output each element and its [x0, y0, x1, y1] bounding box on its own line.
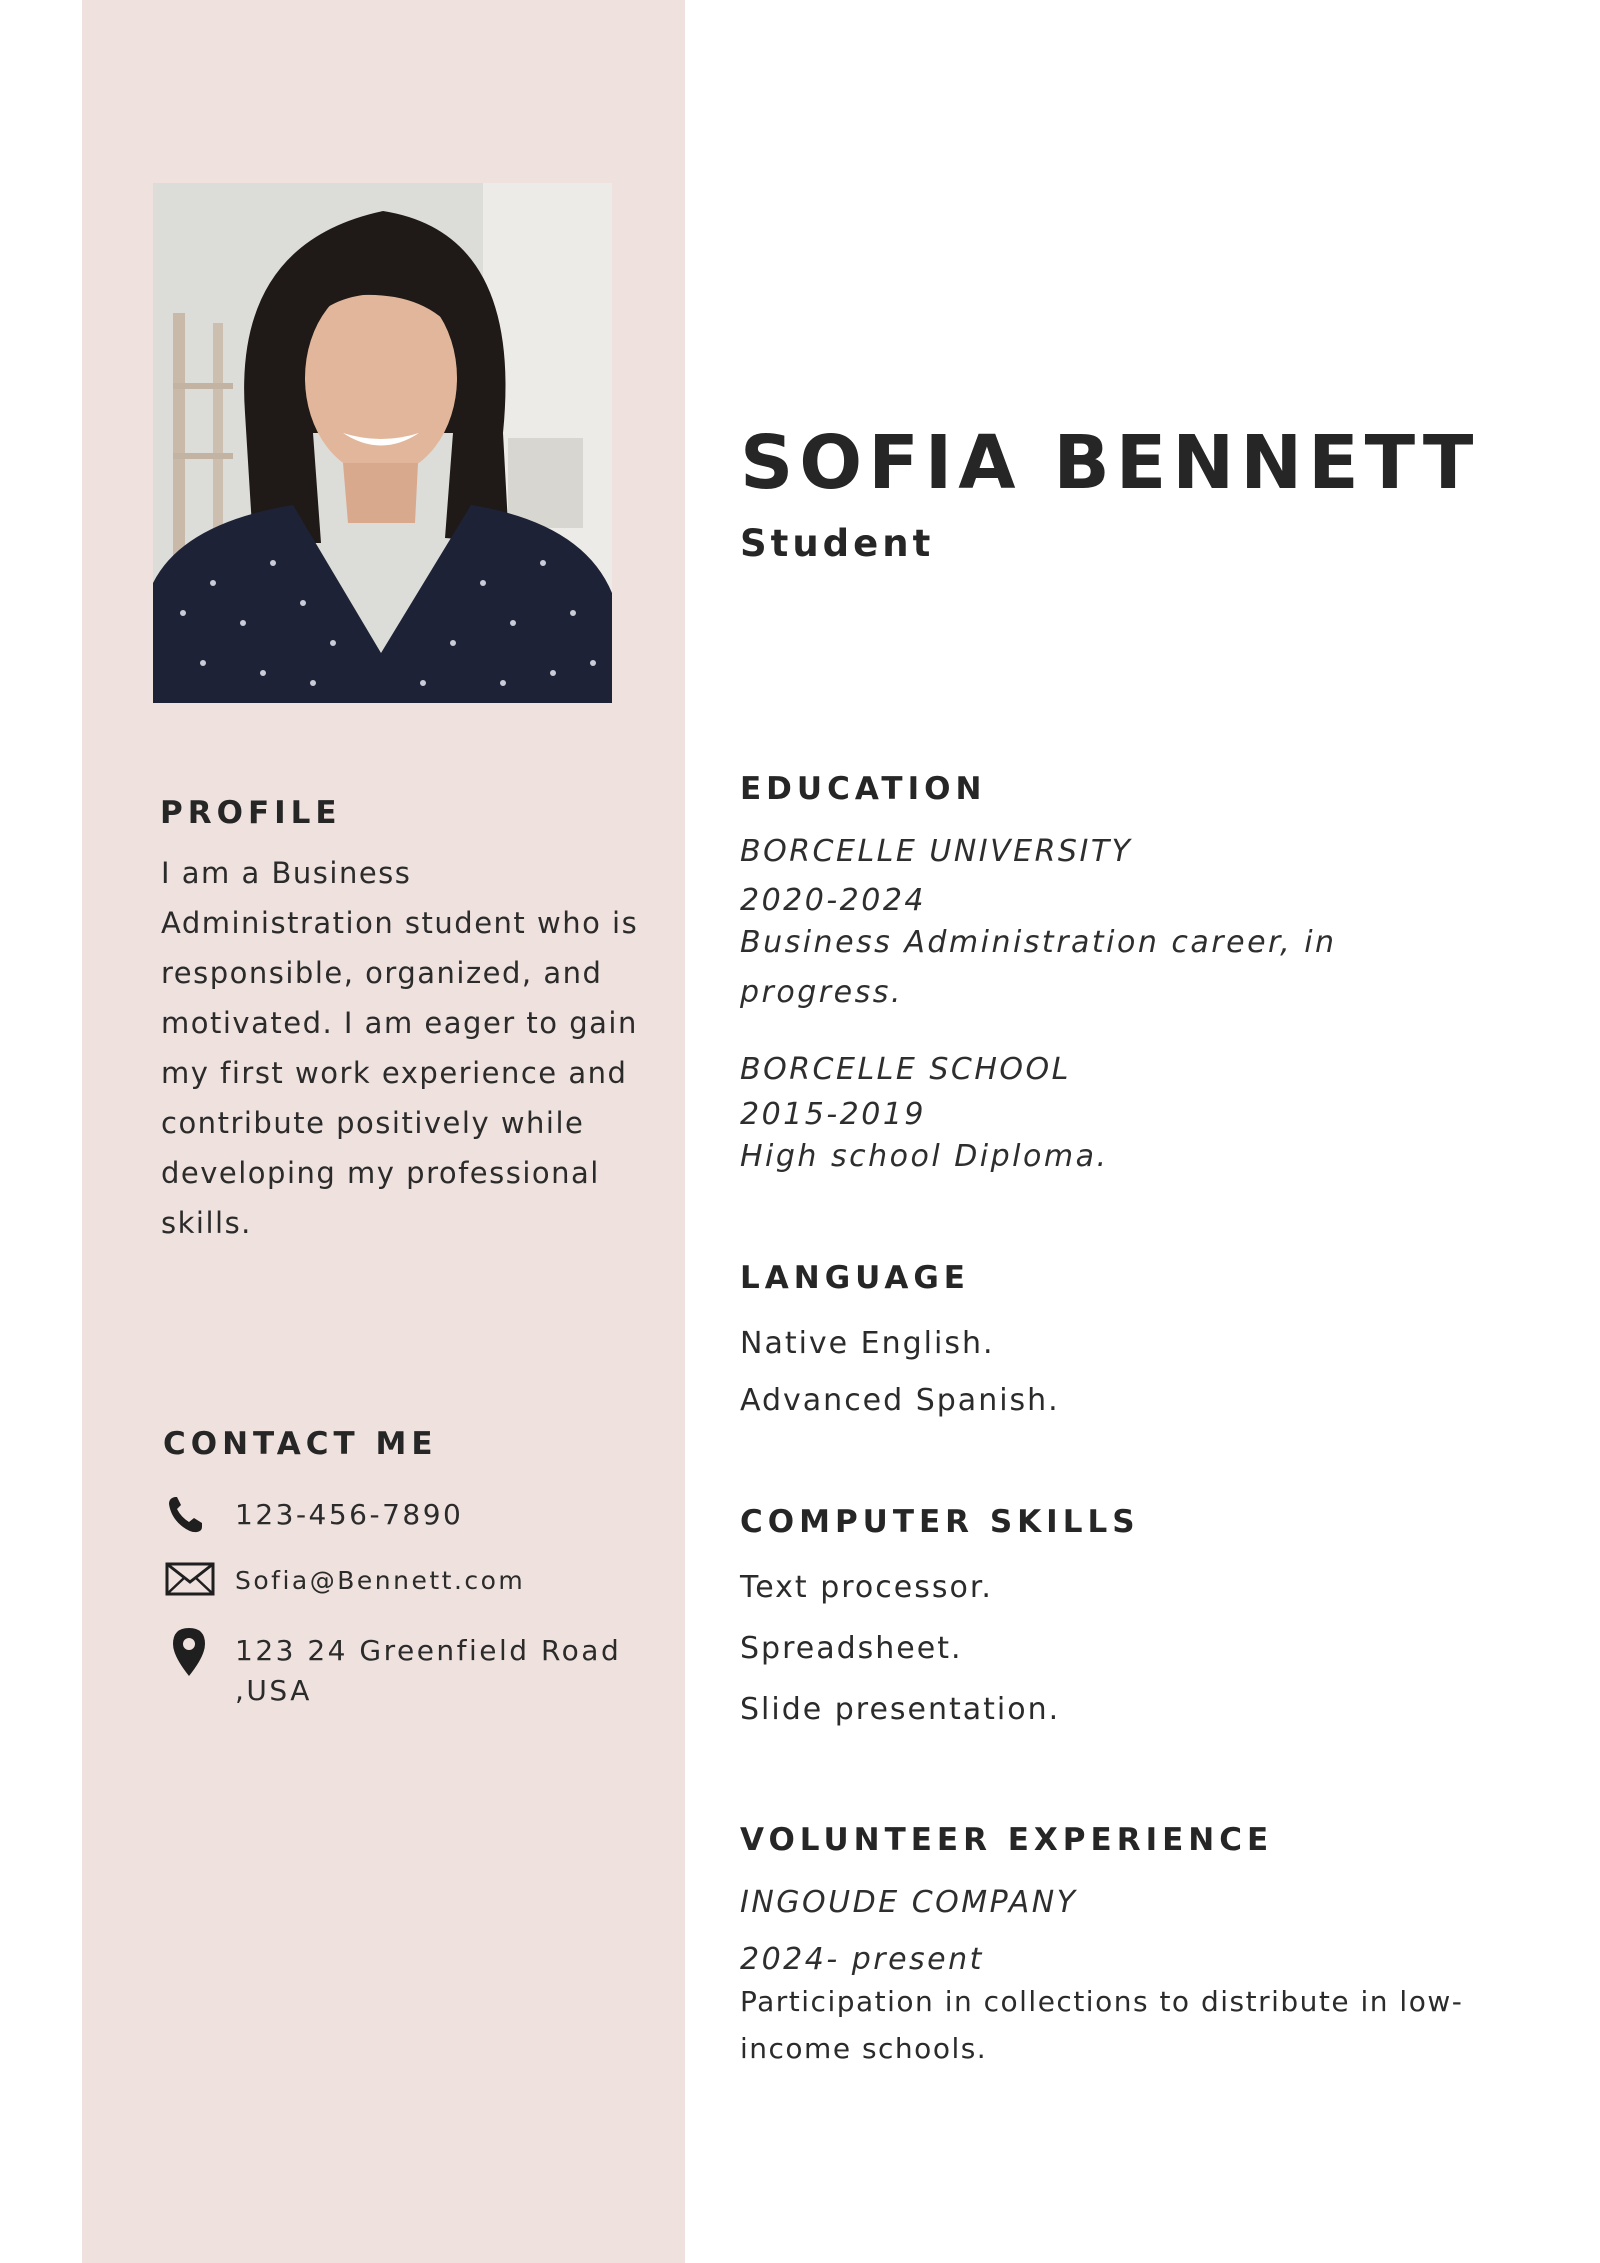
- contact-heading: CONTACT ME: [163, 1426, 438, 1462]
- profile-line: Administration student who is: [161, 906, 639, 940]
- mail-icon: [165, 1562, 215, 1596]
- education-years: 2020-2024: [740, 883, 927, 918]
- profile-line: developing my professional: [161, 1156, 600, 1190]
- volunteer-heading: VOLUNTEER EXPERIENCE: [740, 1822, 1274, 1858]
- education-school: BORCELLE UNIVERSITY: [740, 834, 1133, 869]
- contact-phone: [165, 1494, 635, 1536]
- education-desc: Business Administration career, in: [740, 925, 1337, 960]
- profile-line: my first work experience and: [161, 1056, 628, 1090]
- skill-item: Slide presentation.: [740, 1692, 1061, 1727]
- volunteer-period: 2024- present: [740, 1942, 984, 1977]
- contact-email: [165, 1562, 635, 1598]
- profile-line: responsible, organized, and: [161, 956, 603, 990]
- full-name: SOFIA BENNETT: [740, 420, 1480, 506]
- location-pin-icon: [169, 1626, 209, 1678]
- education-desc: progress.: [740, 975, 903, 1010]
- education-years: 2015-2019: [740, 1097, 927, 1132]
- language-item: Advanced Spanish.: [740, 1383, 1060, 1418]
- phone-text: 123-456-7890: [235, 1498, 464, 1531]
- email-text: Sofia@Bennett.com: [235, 1566, 526, 1595]
- profile-line: contribute positively while: [161, 1106, 585, 1140]
- profile-line: I am a Business: [161, 856, 412, 890]
- profile-photo: [153, 183, 612, 703]
- address-line2: ,USA: [235, 1674, 312, 1707]
- computer-skills-heading: COMPUTER SKILLS: [740, 1504, 1140, 1540]
- language-item: Native English.: [740, 1326, 995, 1361]
- profile-line: motivated. I am eager to gain: [161, 1006, 638, 1040]
- profile-text: [161, 848, 661, 1248]
- volunteer-company: INGOUDE COMPANY: [740, 1885, 1078, 1920]
- address-line1: 123 24 Greenfield Road: [235, 1634, 622, 1667]
- profile-heading: PROFILE: [160, 795, 342, 831]
- volunteer-desc: Participation in collections to distribute in low-: [740, 1985, 1464, 2018]
- skill-item: Text processor.: [740, 1570, 993, 1605]
- phone-icon: [165, 1494, 205, 1536]
- profile-line: skills.: [161, 1206, 252, 1240]
- contact-address: [165, 1626, 635, 1716]
- volunteer-desc: income schools.: [740, 2032, 988, 2065]
- language-heading: LANGUAGE: [740, 1260, 970, 1296]
- skill-item: Spreadsheet.: [740, 1631, 963, 1666]
- education-school: BORCELLE SCHOOL: [740, 1052, 1071, 1087]
- education-heading: EDUCATION: [740, 771, 987, 807]
- education-desc: High school Diploma.: [740, 1139, 1109, 1174]
- job-title: Student: [740, 522, 935, 565]
